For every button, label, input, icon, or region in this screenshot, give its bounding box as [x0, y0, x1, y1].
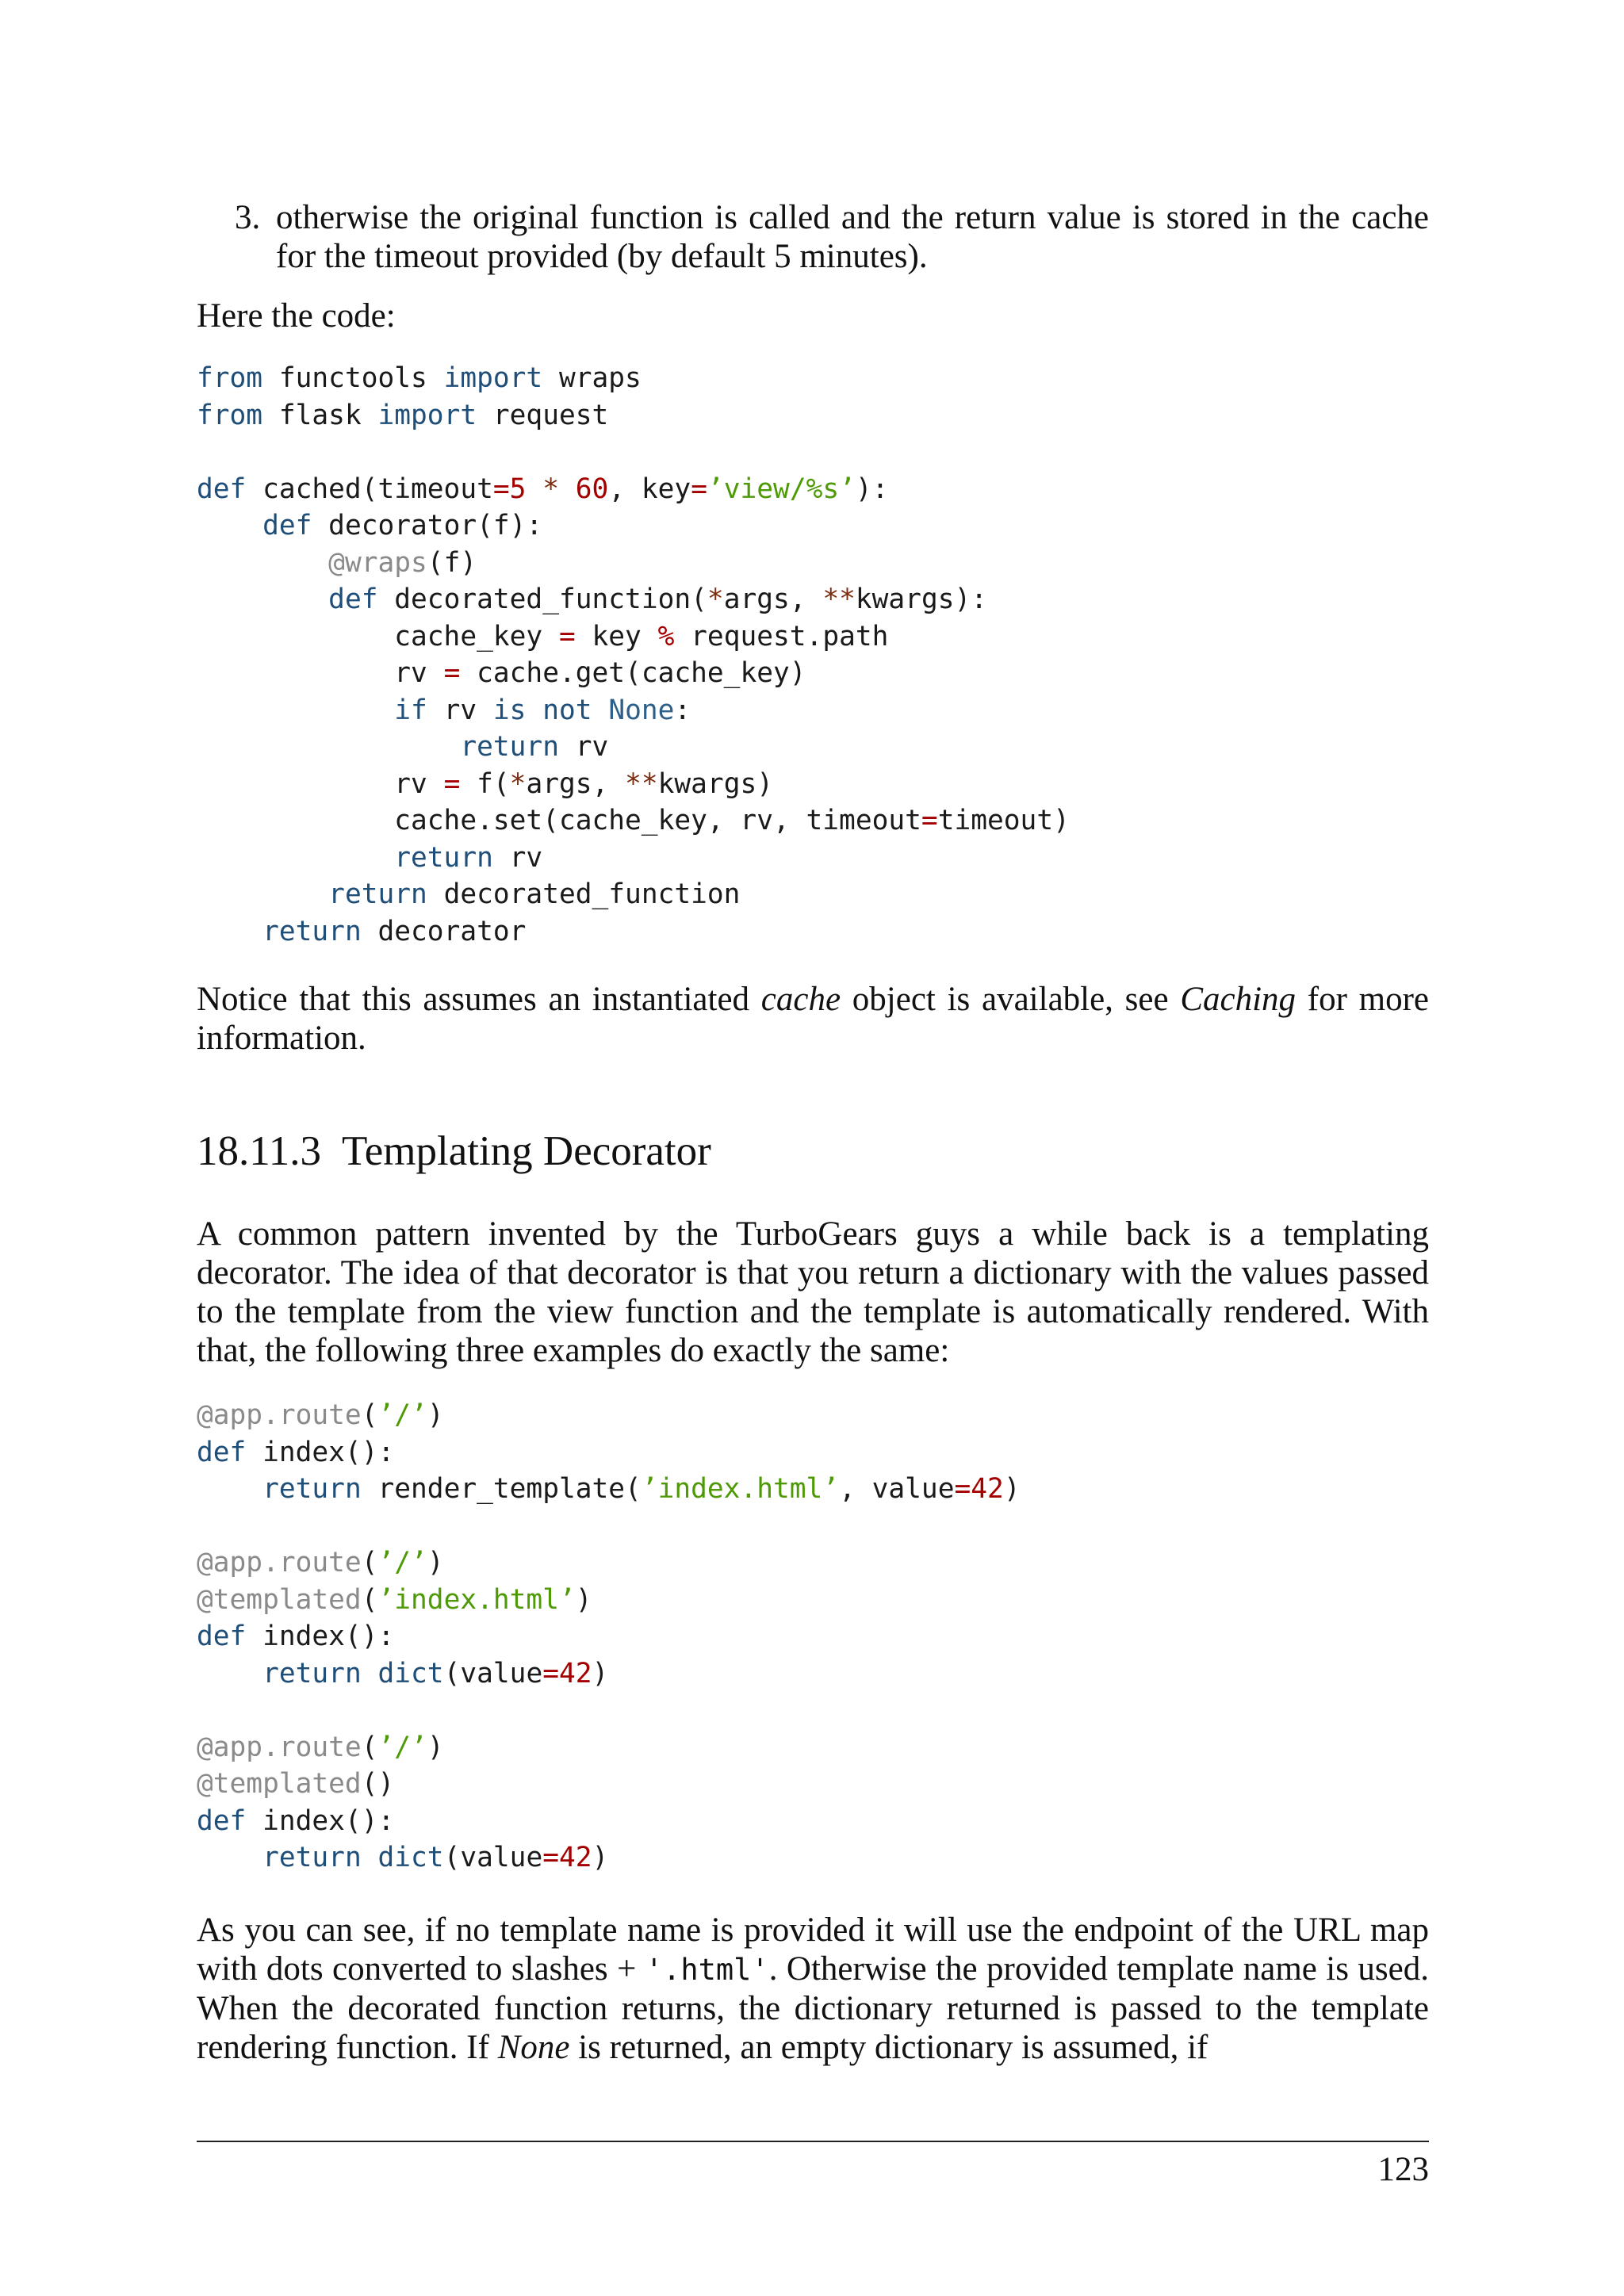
- final-emphasis-none: None: [497, 2029, 570, 2066]
- code-line: return decorated_function: [328, 878, 741, 910]
- code-line: def index():: [197, 1436, 395, 1468]
- code-line: def cached(timeout=5 * 60, key=’view/%s’):: [197, 473, 889, 505]
- code-block-cached: [197, 360, 1070, 950]
- code-line: from flask import request: [197, 399, 609, 431]
- code-line: @wraps(f): [328, 546, 477, 579]
- code-line: @app.route(’/’): [197, 1399, 444, 1431]
- final-text-3: is returned, an empty dictionary is assumed, if: [569, 2029, 1208, 2066]
- intro-paragraph: Here the code:: [197, 297, 396, 335]
- code-line: return dict(value=42): [262, 1657, 609, 1689]
- section-heading: [197, 1127, 711, 1175]
- notice-text-1: Notice that this assumes an instantiated: [197, 981, 761, 1018]
- code-line: return rv: [460, 731, 609, 763]
- code-line: [197, 1508, 1021, 1545]
- code-line: return decorator: [262, 915, 527, 947]
- notice-link-caching[interactable]: Caching: [1180, 981, 1297, 1018]
- notice-text-3: for more information.: [197, 981, 1429, 1057]
- code-line: @templated(): [197, 1768, 395, 1800]
- final-text-2: . Otherwise the provided template name is used. When the decorated function returns, the dictionary returned is passed to the template rendering function. If: [197, 1950, 1429, 2066]
- code-line: def decorator(f):: [262, 510, 543, 541]
- page-number: 123: [1377, 2151, 1429, 2188]
- section-number: 18.11.3: [197, 1128, 322, 1174]
- notice-paragraph: [197, 980, 1429, 1058]
- inline-code-html: '.html': [645, 1953, 769, 1987]
- code-line: @app.route(’/’): [197, 1547, 444, 1578]
- code-line: cache_key = key % request.path: [197, 620, 889, 652]
- pattern-paragraph: A common pattern invented by the TurboGears guys a while back is a templating decorator. The idea of that decorator is that you return a dictionary with the values passed to the template from the view function and the template is automatically rendered. With that, the following three examples do exactly the same:: [197, 1215, 1429, 1369]
- code-line: return render_template(’index.html’, value=42): [262, 1473, 1021, 1505]
- section-title: Templating Decorator: [342, 1128, 711, 1174]
- code-line: def index():: [197, 1804, 395, 1837]
- code-line: rv = f(*args, **kwargs): [197, 767, 774, 800]
- code-line: def index():: [197, 1621, 395, 1652]
- code-line: def decorated_function(*args, **kwargs):: [328, 584, 988, 615]
- list-text: otherwise the original function is called and the return value is stored in the cache for the timeout provided (by default 5 minutes).: [276, 199, 1429, 275]
- list-number: 3.: [235, 199, 261, 236]
- final-text-1: As you can see, if no template name is provided it will use the endpoint of the URL map with dots converted to slashes +: [197, 1911, 1429, 1988]
- notice-text-2: object is available, see: [841, 981, 1181, 1018]
- code-line: from functools import wraps: [197, 362, 642, 394]
- notice-emphasis-cache: cache: [760, 981, 841, 1018]
- code-line: [197, 1692, 1021, 1729]
- final-paragraph: [197, 1911, 1429, 2067]
- code-block-templated: [197, 1397, 1021, 1877]
- code-line: rv = cache.get(cache_key): [197, 657, 806, 689]
- code-line: cache.set(cache_key, rv, timeout=timeout): [197, 805, 1070, 836]
- code-line: @app.route(’/’): [197, 1731, 444, 1763]
- code-line: return dict(value=42): [262, 1842, 609, 1873]
- code-line: [197, 434, 1070, 471]
- footer-rule: [197, 2141, 1429, 2142]
- code-line: return rv: [394, 841, 543, 874]
- code-line: @templated(’index.html’): [197, 1583, 592, 1616]
- code-line: if rv is not None:: [394, 694, 691, 726]
